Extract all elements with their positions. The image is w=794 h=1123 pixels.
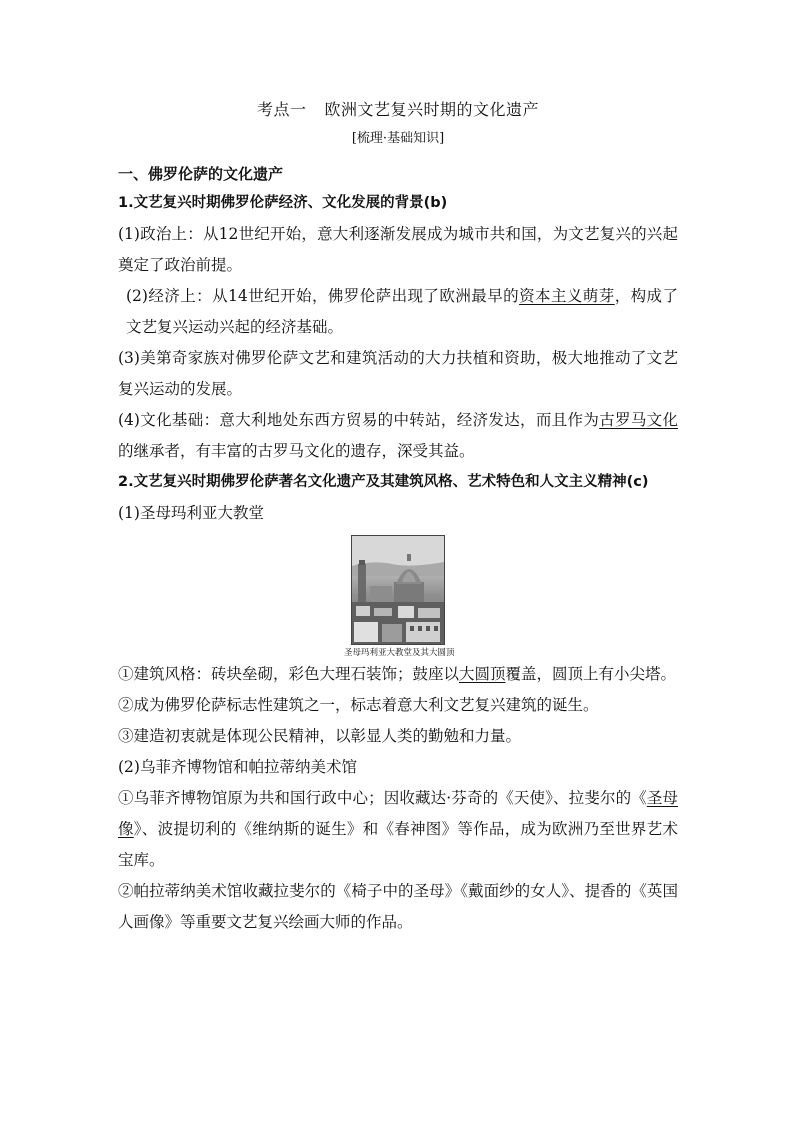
underlined-term: 古罗马文化 xyxy=(599,411,678,429)
paragraph-culture: (4)文化基础：意大利地处东西方贸易的中转站，经济发达，而且作为古罗马文化的继承者，有丰富的古罗马文化的遗存，深受其益。 xyxy=(118,411,678,460)
cathedral-landmark: ②成为佛罗伦萨标志性建筑之一，标志着意大利文艺复兴建筑的诞生。 xyxy=(118,696,599,714)
question-heading-1: 1.文艺复兴时期佛罗伦萨经济、文化发展的背景(b) xyxy=(118,195,448,211)
page-title xyxy=(118,96,678,124)
subtitle: [梳理·基础知识] xyxy=(351,131,445,146)
subheading-cathedral: (1)圣母玛利亚大教堂 xyxy=(118,504,264,522)
paragraph-medici: (3)美第奇家族对佛罗伦萨文艺和建筑活动的大力扶植和资助，极大地推动了文艺复兴运动的发展。 xyxy=(118,349,678,398)
title-main: 欧洲文艺复兴时期的文化遗产 xyxy=(324,100,540,119)
palatina-paragraph: ②帕拉蒂纳美术馆收藏拉斐尔的《椅子中的圣母》《戴面纱的女人》、提香的《英国人画像》等重要文艺复兴绘画大师的作品。 xyxy=(118,882,678,931)
underlined-term: 大圆顶 xyxy=(459,665,506,683)
question-heading-2: 2.文艺复兴时期佛罗伦萨著名文化遗产及其建筑风格、艺术特色和人文主义精神(c) xyxy=(118,474,649,490)
underlined-term: 圣母像 xyxy=(118,789,678,838)
paragraph-politics: (1)政治上：从12世纪开始，意大利逐渐发展成为城市共和国，为文艺复兴的兴起奠定了政治前提。 xyxy=(118,225,678,274)
figure-caption: 圣母玛利亚大教堂及其大圆顶 xyxy=(344,648,455,658)
section-heading: 一、佛罗伦萨的文化遗产 xyxy=(118,165,284,183)
uffizi-paragraph: ①乌菲齐博物馆原为共和国行政中心；因收藏达·芬奇的《天使》、拉斐尔的《圣母像》、波提切利的《维纳斯的诞生》和《春神图》等作品，成为欧洲乃至世界艺术宝库。 xyxy=(118,789,678,869)
cathedral-figure xyxy=(344,535,455,659)
cathedral-style: ①建筑风格：砖块垒砌，彩色大理石装饰；鼓座以大圆顶覆盖，圆顶上有小尖塔。 xyxy=(118,665,677,683)
cathedral-purpose: ③建造初衷就是体现公民精神，以彰显人类的勤勉和力量。 xyxy=(118,727,522,745)
title-prefix: 考点一 xyxy=(256,100,307,119)
cathedral-photo xyxy=(351,535,445,645)
paragraph-economy: (2)经济上：从14世纪开始，佛罗伦萨出现了欧洲最早的资本主义萌芽，构成了文艺复兴运动兴起的经济基础。 xyxy=(126,287,678,336)
cathedral-illustration xyxy=(352,536,444,644)
document-page xyxy=(118,96,678,938)
underlined-term: 资本主义萌芽 xyxy=(519,287,615,305)
subheading-museums: (2)乌菲齐博物馆和帕拉蒂纳美术馆 xyxy=(118,758,357,776)
